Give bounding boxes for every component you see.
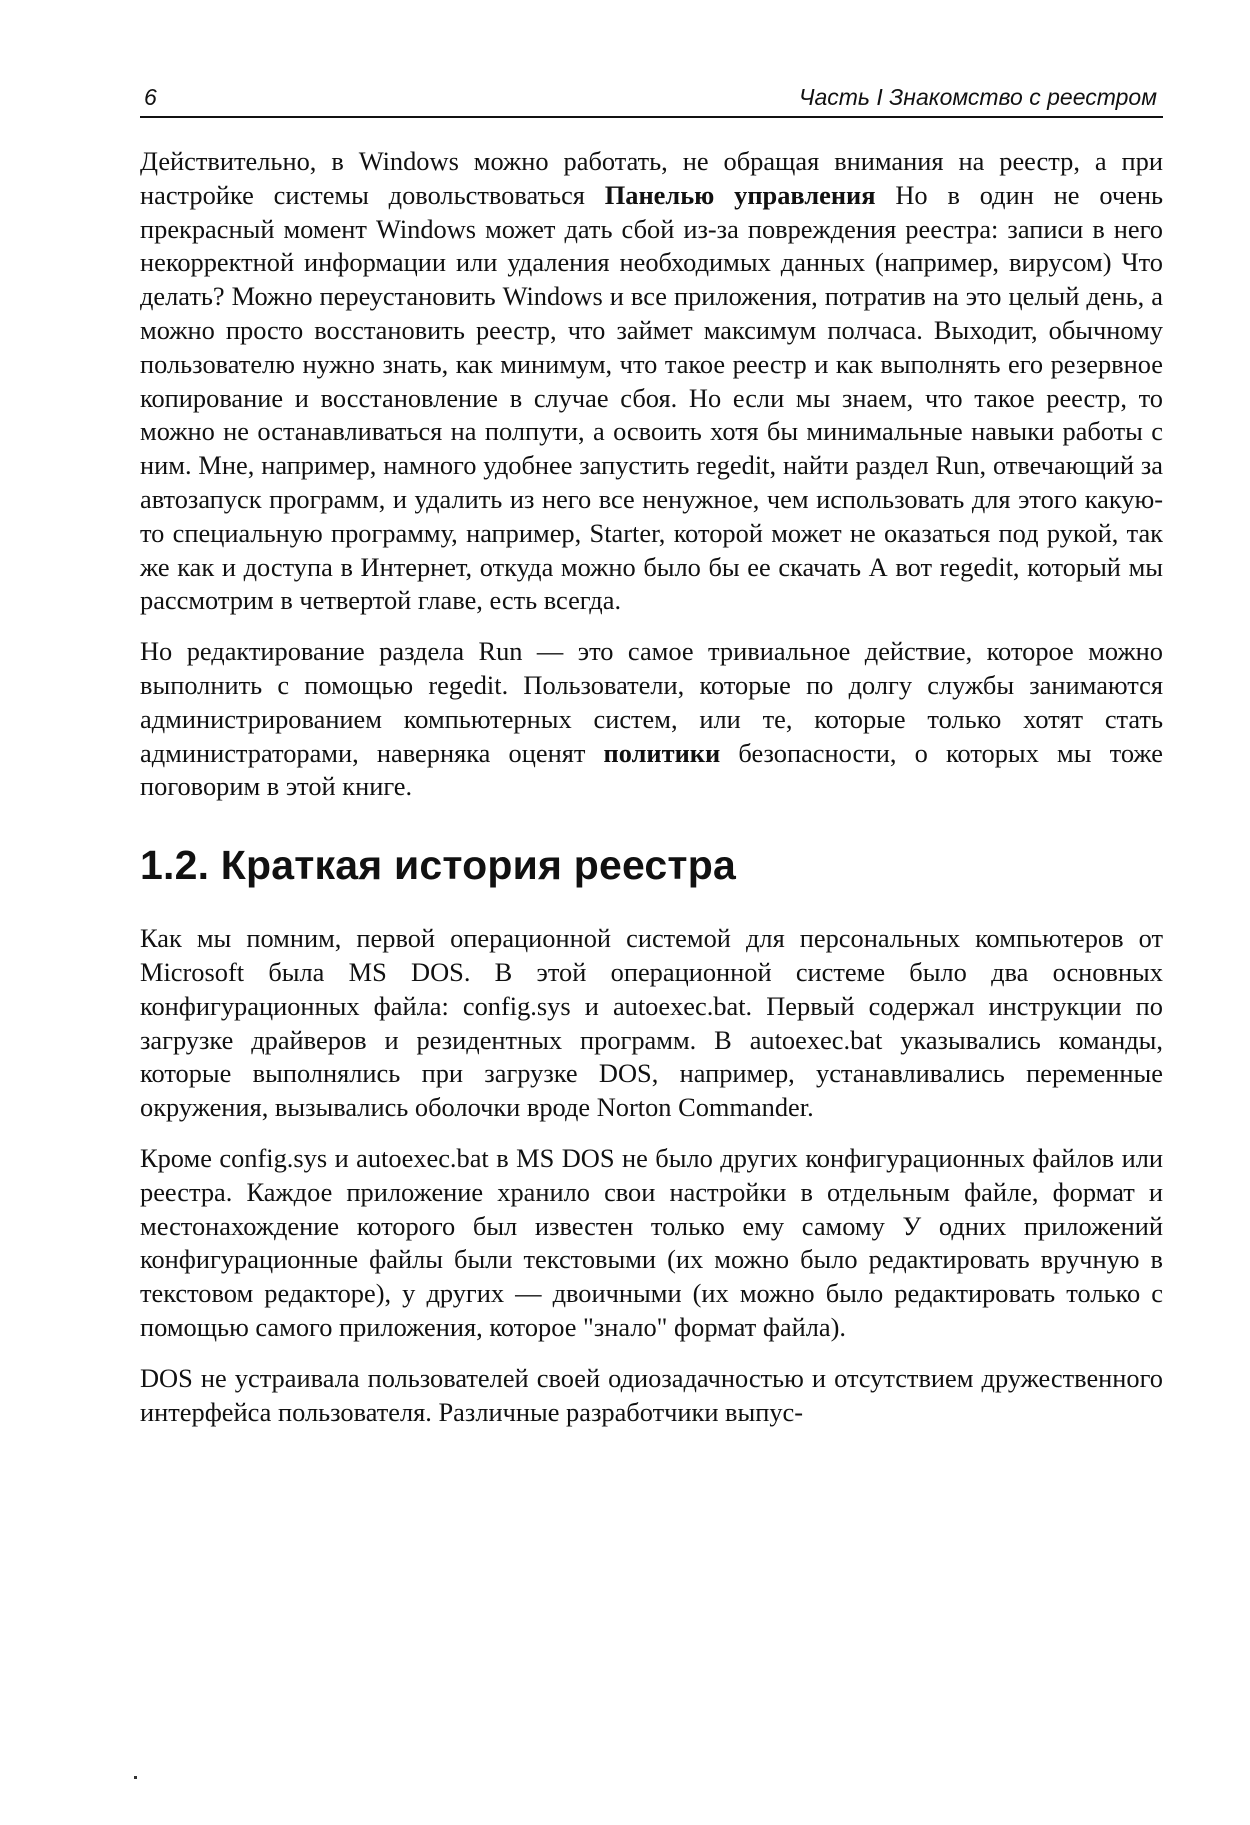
policies-term: политики (603, 737, 721, 768)
book-page (140, 0, 1163, 1825)
paragraph-1 (140, 145, 1163, 618)
page-body (140, 145, 1163, 1446)
scan-speck (134, 1776, 137, 1779)
paragraph-1-text-c: Но в один не очень прекрасный момент Windows может дать сбой из-за повреждения реестра: записи в него некорректной информации или удаления необходимых данных (например, вирусом) Что делать? Можно переустановить Windows и все приложения, потратив на это целый день, а можно просто восстановить реестр, что займет максимум полчаса. Выходит, обычному пользователю нужно знать, как минимум, что такое реестр и как выполнять его резервное копирование и восстановление в случае сбоя. Но если мы знаем, что такое реестр, то можно не останавливаться на полпути, а освоить хотя бы минимальные навыки работы с ним. Мне, например, намного удобнее запустить regedit, найти раздел Run, отвечающий за автозапуск программ, и удалить из него все ненужное, чем использовать для этого какую-то специальную программу, например, Starter, которой может не оказаться под рукой, так же как и доступа в Интернет, откуда можно было бы ее скачать А вот regedit, который мы рассмотрим в четвертой главе, есть всегда. (140, 179, 1163, 616)
control-panel-term: Панелью управления (604, 179, 876, 210)
paragraph-2 (140, 635, 1163, 804)
running-section-title: Часть I Знакомство с реестром (798, 84, 1157, 110)
paragraph-4: Кроме config.sys и autoexec.bat в MS DOS не было других конфигурационных файлов или реестра. Каждое приложение хранило свои настройки в отдельным файле, формат и местонахождение которого был известен только ему самому У одних приложений конфигурационные файлы были текстовыми (их можно было редактировать вручную в текстовом редакторе), у других — двоичными (их можно было редактировать только с помощью самого приложения, которое "знало" формат файла). (140, 1142, 1163, 1342)
paragraph-3: Как мы помним, первой операционной системой для персональных компьютеров от Microsoft была MS DOS. В этой операционной системе было два основных конфигурационных файла: config.sys и autoexec.bat. Первый содержал инструкции по загрузке драйверов и резидентных программ. В autoexec.bat указывались команды, которые выполнялись при загрузке DOS, например, устанавливались переменные окружения, вызывались оболочки вроде Norton Commander. (140, 923, 1163, 1123)
running-header (140, 82, 1163, 118)
paragraph-5: DOS не устраивала пользователей своей одиозадачностью и отсутствием дружественного интерфейса пользователя. Различные разработчики выпус- (140, 1362, 1163, 1427)
paragraph-1-text-a: Действительно, в Windows можно работать, не обращая внимания на реестр, а при настройке системы довольствоваться (140, 146, 1163, 210)
paragraph-2-text-a: Но редактирование раздела Run — это самое тривиальное действие, которое можно выполнить с помощью regedit. Пользователи, которые по долгу службы занимаются администрированием компьютерных систем, или те, которые только хотят стать администраторами, наверняка оценят (140, 636, 1163, 768)
section-heading: 1.2. Краткая история реестра (140, 842, 736, 889)
page-number: 6 (144, 84, 157, 110)
paragraph-2-text-c: безопасности, о которых мы тоже поговорим в этой книге. (140, 737, 1163, 802)
